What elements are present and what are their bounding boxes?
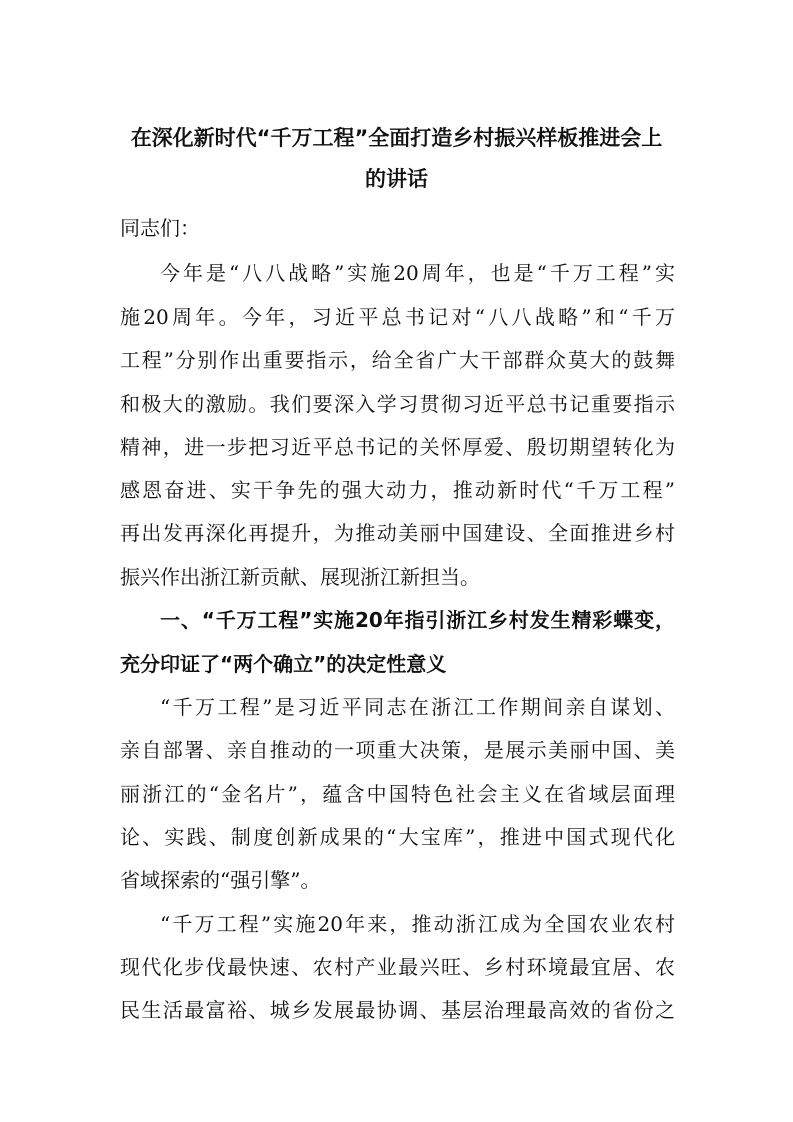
paragraph-3-line: 民生活最富裕、城乡发展最协调、基层治理最高效的省份之 xyxy=(120,998,675,1022)
paragraph-1-line: 再出发再深化再提升，为推动美丽中国建设、全面推进乡村 xyxy=(120,521,675,545)
paragraph-3-line: 现代化步伐最快速、农村产业最兴旺、乡村环境最宜居、农 xyxy=(120,955,675,979)
paragraph-1-line: 工程”分别作出重要指示，给全省广大干部群众莫大的鼓舞 xyxy=(120,348,675,372)
paragraph-1-line: 和极大的激励。我们要深入学习贯彻习近平总书记重要指示 xyxy=(120,392,675,416)
document-title-line-1: 在深化新时代“千万工程”全面打造乡村振兴样板推进会上 xyxy=(130,126,663,150)
section-heading-1-line: 充分印证了“两个确立”的决定性意义 xyxy=(120,652,447,676)
section-heading-1-line: 一、“千万工程”实施20年指引浙江乡村发生精彩蝶变， xyxy=(160,608,675,632)
paragraph-1-line: 施20周年。今年，习近平总书记对“八八战略”和“千万 xyxy=(120,305,675,329)
paragraph-1-line: 精神，进一步把习近平总书记的关怀厚爱、殷切期望转化为 xyxy=(120,435,675,459)
salutation: 同志们： xyxy=(120,216,200,240)
paragraph-1-line: 振兴作出浙江新贡献、展现浙江新担当。 xyxy=(120,565,480,589)
paragraph-2-line: 亲自部署、亲自推动的一项重大决策，是展示美丽中国、美 xyxy=(120,738,675,762)
paragraph-3-line: “千万工程”实施20年来，推动浙江成为全国农业农村 xyxy=(160,912,675,936)
paragraph-1-line: 今年是“八八战略”实施20周年，也是“千万工程”实 xyxy=(160,261,675,285)
paragraph-2-line: 省域探索的“强引擎”。 xyxy=(120,868,321,892)
paragraph-2-line: 论、实践、制度创新成果的“大宝库”，推进中国式现代化 xyxy=(120,825,675,849)
document-title-line-2: 的讲话 xyxy=(365,167,428,191)
paragraph-1-line: 感恩奋进、实干争先的强大动力，推动新时代“千万工程” xyxy=(120,478,675,502)
paragraph-2-line: “千万工程”是习近平同志在浙江工作期间亲自谋划、 xyxy=(160,695,675,719)
paragraph-2-line: 丽浙江的“金名片”，蕴含中国特色社会主义在省域层面理 xyxy=(120,782,675,806)
